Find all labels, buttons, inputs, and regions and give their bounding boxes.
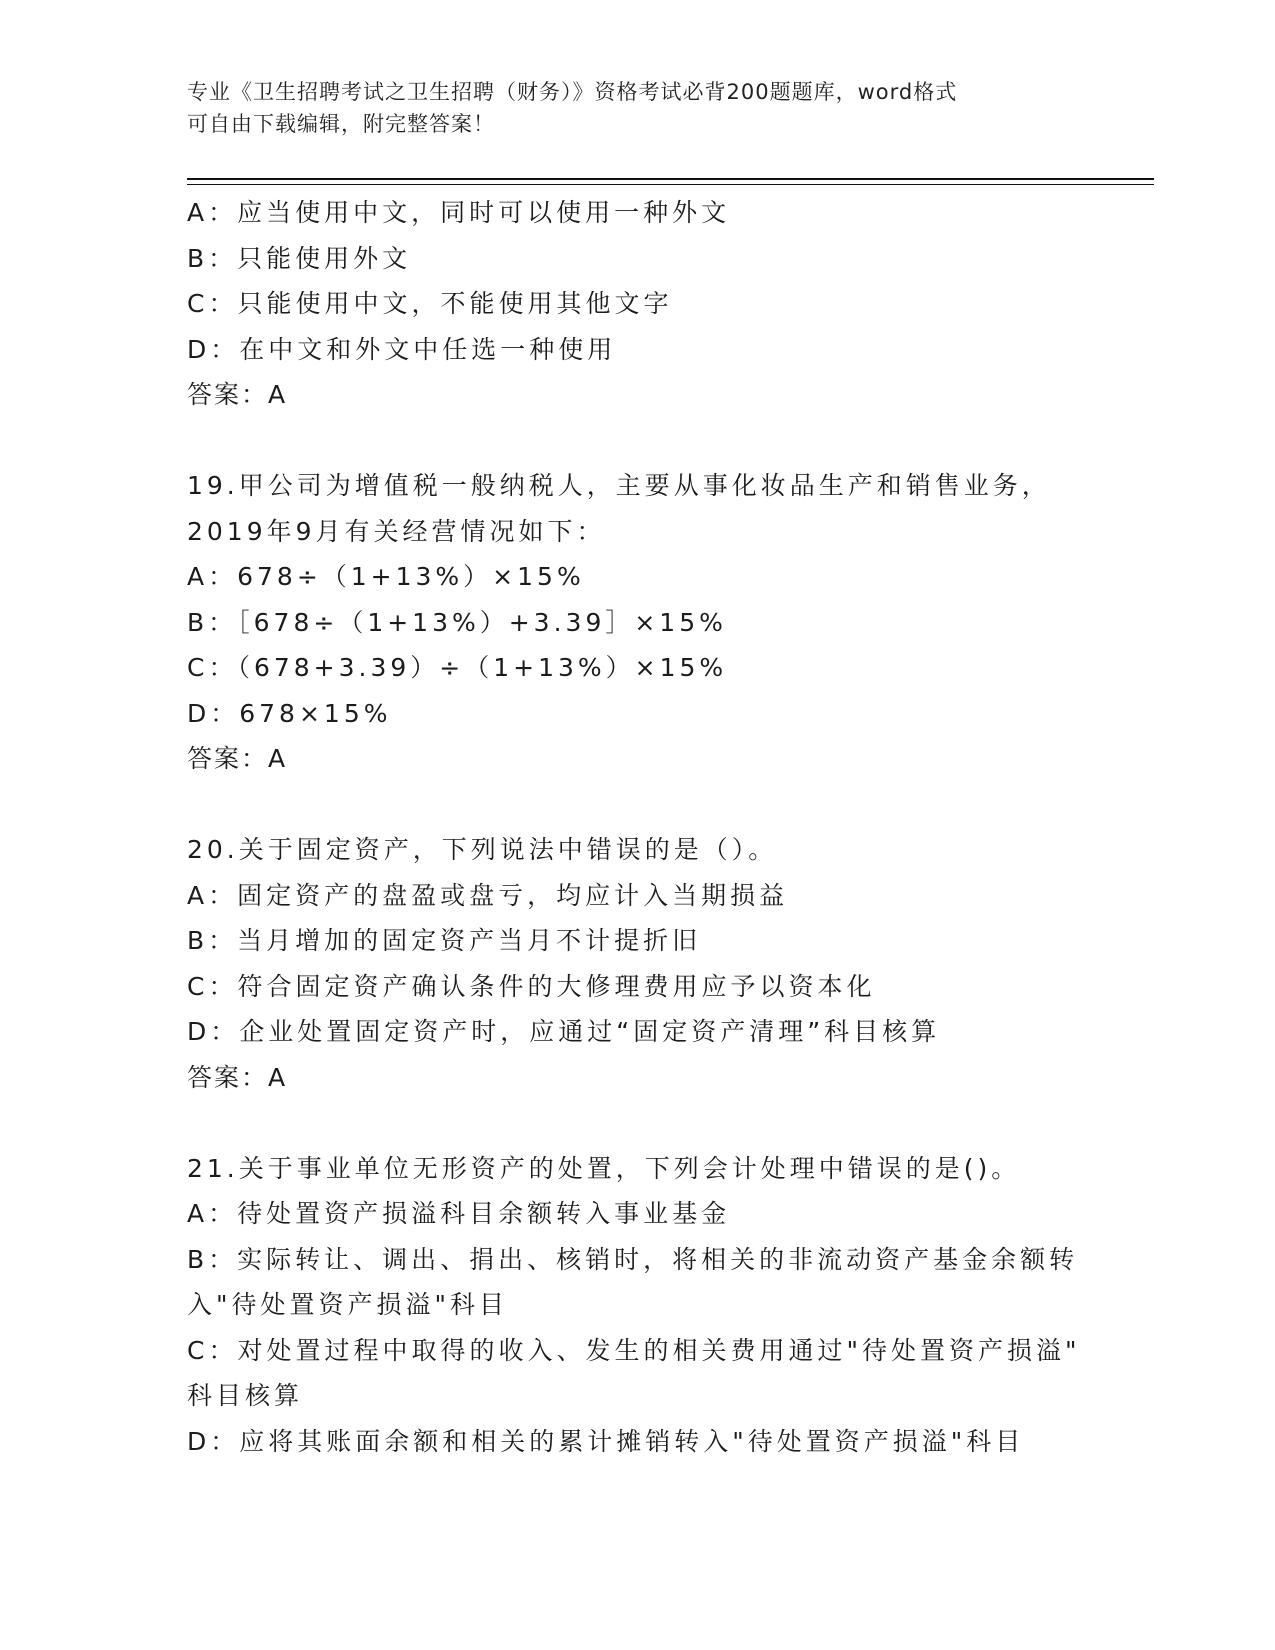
option-a: A：应当使用中文，同时可以使用一种外文 <box>187 198 731 227</box>
option-c: C：只能使用中文，不能使用其他文字 <box>187 289 673 318</box>
question-stem: 21.关于事业单位无形资产的处置，下列会计处理中错误的是()。 <box>187 1153 1021 1183</box>
question-stem-cont: 2019年9月有关经营情况如下： <box>187 516 606 546</box>
option-b-cont: 入"待处置资产损溢"科目 <box>187 1290 508 1319</box>
header-divider-thin <box>187 184 1154 185</box>
spacer <box>187 782 1087 828</box>
option-d: D：678×15% <box>187 698 392 728</box>
option-c: C：（678+3.39）÷（1+13%）×15% <box>187 653 728 682</box>
option-a: A：678÷（1+13%）×15% <box>187 562 585 591</box>
question-18 <box>187 190 1087 418</box>
option-a: A：固定资产的盘盈或盘亏，均应计入当期损益 <box>187 880 789 910</box>
option-b: B：只能使用外文 <box>187 243 412 273</box>
option-c: C：符合固定资产确认条件的大修理费用应予以资本化 <box>187 971 876 1001</box>
question-stem: 20.关于固定资产，下列说法中错误的是（）。 <box>187 835 778 864</box>
option-c: C：对处置过程中取得的收入、发生的相关费用通过"待处置资产损溢" <box>187 1335 1081 1365</box>
option-d: D：应将其账面余额和相关的累计摊销转入"待处置资产损溢"科目 <box>187 1426 1025 1456</box>
question-21 <box>187 1146 1087 1465</box>
header-title-line2: 可自由下载编辑，附完整答案！ <box>187 112 495 136</box>
question-20 <box>187 827 1087 1100</box>
answer: 答案：A <box>187 744 288 773</box>
option-c-cont: 科目核算 <box>187 1381 304 1410</box>
document-header <box>187 76 1067 140</box>
option-d: D：企业处置固定资产时，应通过“固定资产清理”科目核算 <box>187 1017 941 1046</box>
option-b: B：［678÷（1+13%）+3.39］×15% <box>187 607 727 637</box>
option-a: A：待处置资产损溢科目余额转入事业基金 <box>187 1199 731 1228</box>
option-b: B：当月增加的固定资产当月不计提折旧 <box>187 926 702 955</box>
header-title-line1: 专业《卫生招聘考试之卫生招聘（财务）》资格考试必背200题题库，word格式 <box>187 80 958 104</box>
question-content <box>187 190 1087 1464</box>
question-19 <box>187 463 1087 782</box>
header-divider-thick <box>187 178 1154 180</box>
question-stem: 19.甲公司为增值税一般纳税人，主要从事化妆品生产和销售业务， <box>187 471 1051 500</box>
answer: 答案：A <box>187 380 288 409</box>
spacer <box>187 418 1087 464</box>
spacer <box>187 1100 1087 1146</box>
option-b: B：实际转让、调出、捐出、核销时，将相关的非流动资产基金余额转 <box>187 1244 1079 1274</box>
answer: 答案：A <box>187 1062 288 1092</box>
option-d: D：在中文和外文中任选一种使用 <box>187 334 617 364</box>
